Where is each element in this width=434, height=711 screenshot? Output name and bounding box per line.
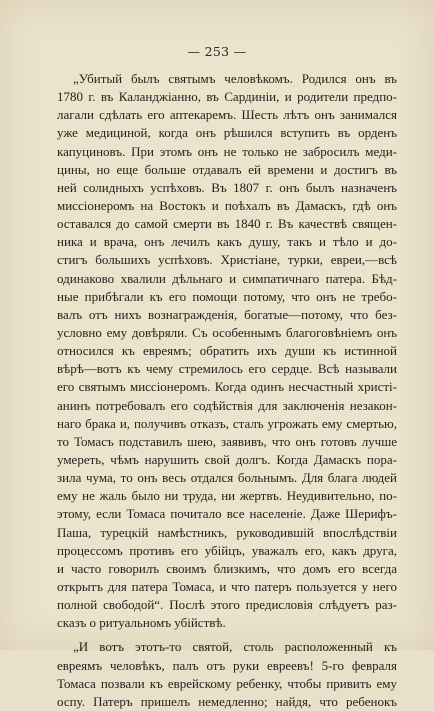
text-line: капуциновъ. При этомъ онъ не только не забросилъ меди- xyxy=(57,143,397,159)
text-line: 1780 г. въ Каланджіанно, въ Сардиніи, и родители предпо- xyxy=(57,89,397,105)
text-line: Паша, турецкій намѣстникъ, руководившій впослѣдствіи xyxy=(57,524,397,540)
text-line: оставался до самой смерти въ 1840 г. Въ качествѣ священ- xyxy=(57,216,397,232)
body-text xyxy=(57,70,397,711)
text-line: то Томасъ подставилъ шею, заявивъ, что онъ готовъ лучше xyxy=(57,433,397,449)
text-line: валъ отъ нихъ вознагражденія, богатые—потому, что без- xyxy=(57,306,397,322)
text-line: ника и врача, онъ лечилъ какъ душу, такъ и тѣло и до- xyxy=(57,234,397,250)
text-line: ему не жаль было ни труда, ни жертвъ. Неудивительно, по- xyxy=(57,488,397,504)
text-line: этому, если Томаса почитало все населеніе. Даже Шерифъ- xyxy=(57,506,397,522)
text-line: ней солидныхъ успѣховъ. Въ 1807 г. онъ былъ назначенъ xyxy=(57,179,397,195)
text-line: процессомъ противъ его убійцъ, уважалъ его, какъ друга, xyxy=(57,542,397,558)
text-line: евреямъ человѣкъ, палъ отъ руки евреевъ! 5-го февраля xyxy=(57,657,397,673)
page-number: — 253 — xyxy=(187,44,247,59)
text-line: стигъ большихъ успѣховъ. Христіане, турки, евреи,—всѣ xyxy=(57,252,397,268)
text-line: миссіонеромъ на Востокъ и поѣхалъ въ Дамаскъ, гдѣ онъ xyxy=(57,197,397,213)
text-line: зила чума, то онъ весь отдался больнымъ. Для блага людей xyxy=(57,470,397,486)
text-line: цины, но еще больше отдавалъ ей времени и достигъ въ xyxy=(57,161,397,177)
text-line: Томаса позвали къ еврейскому ребенку, чтобы привить ему xyxy=(57,675,397,691)
text-line: вѣрѣ—вотъ къ чему стремилось его сердце. Всѣ называли xyxy=(57,361,397,377)
text-line: и часто говорилъ своимъ близкимъ, что домъ его всегда xyxy=(57,560,397,576)
text-line: открытъ для патера Томаса, и что патеръ пользуется у него xyxy=(57,578,397,594)
text-line: „Убитый былъ святымъ человѣкомъ. Родился онъ въ xyxy=(73,71,397,86)
text-line: условно ему довѣряли. Съ особеннымъ благоговѣніемъ онъ xyxy=(57,324,397,340)
text-line: полной свободой“. Послѣ этого предисловія слѣдуетъ раз- xyxy=(57,597,397,613)
text-line: оспу. Патеръ пришелъ немедленно; найдя, что ребенокъ xyxy=(57,693,397,709)
text-line: одинаково хвалили дѣльнаго и симпатичнаго патера. Бѣд- xyxy=(57,270,397,286)
text-line: сказъ о ритуальномъ убійствѣ. xyxy=(57,615,226,631)
paragraph-2 xyxy=(57,638,397,711)
text-line: лагали сдѣлать его аптекаремъ. Шесть лѣтъ онъ занимался xyxy=(57,107,397,123)
text-line: умереть, чѣмъ нарушить свой долгъ. Когда Дамаскъ пора- xyxy=(57,451,397,467)
text-line: анинъ потребовалъ его содѣйствія для заключенія незакон- xyxy=(57,397,397,413)
text-line: относился къ евреямъ; обратить ихъ души къ истинной xyxy=(57,343,397,359)
text-line: уже медициной, когда онъ рѣшился вступить въ орденъ xyxy=(57,125,397,141)
text-line: „И вотъ этотъ-то святой, столь расположенный къ xyxy=(73,639,397,655)
paragraph-1 xyxy=(57,70,397,632)
text-line: наго брака и, получивъ отказъ, сталъ угрожать ему смертью, xyxy=(57,415,397,431)
text-line: ные прибѣгали къ его помощи потому, что онъ не требо- xyxy=(57,288,397,304)
text-line: его святымъ миссіонеромъ. Когда одинъ несчастный христі- xyxy=(57,379,397,395)
